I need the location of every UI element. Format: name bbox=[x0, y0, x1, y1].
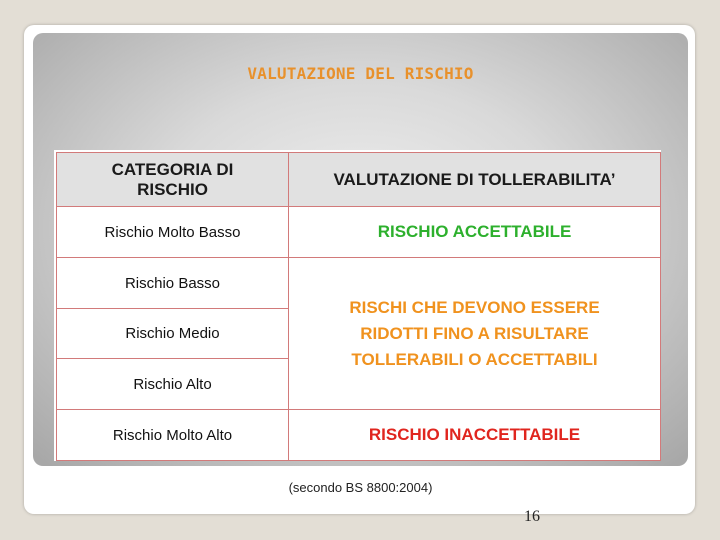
page-number: 16 bbox=[524, 508, 540, 525]
source-note: (secondo BS 8800:2004) bbox=[288, 480, 433, 495]
header-evaluation: VALUTAZIONE DI TOLLERABILITA’ bbox=[289, 153, 661, 207]
category-cell: Rischio Alto bbox=[57, 359, 289, 410]
evaluation-acceptable: RISCHIO ACCETTABILE bbox=[289, 207, 661, 258]
table-header-row bbox=[57, 153, 661, 207]
category-cell: Rischio Basso bbox=[57, 258, 289, 309]
slide-title: VALUTAZIONE DEL RISCHIO bbox=[247, 64, 474, 83]
header-category: CATEGORIA DI RISCHIO bbox=[57, 153, 289, 207]
evaluation-unacceptable: RISCHIO INACCETTABILE bbox=[289, 410, 661, 461]
category-cell: Rischio Molto Alto bbox=[57, 410, 289, 461]
table-row bbox=[57, 258, 661, 309]
table-row bbox=[57, 410, 661, 461]
table-row bbox=[57, 207, 661, 258]
evaluation-reduce: RISCHI CHE DEVONO ESSERE RIDOTTI FINO A RISULTARE TOLLERABILI O ACCETTABILI bbox=[289, 258, 661, 410]
category-cell: Rischio Medio bbox=[57, 309, 289, 359]
risk-table bbox=[56, 152, 661, 461]
category-cell: Rischio Molto Basso bbox=[57, 207, 289, 258]
